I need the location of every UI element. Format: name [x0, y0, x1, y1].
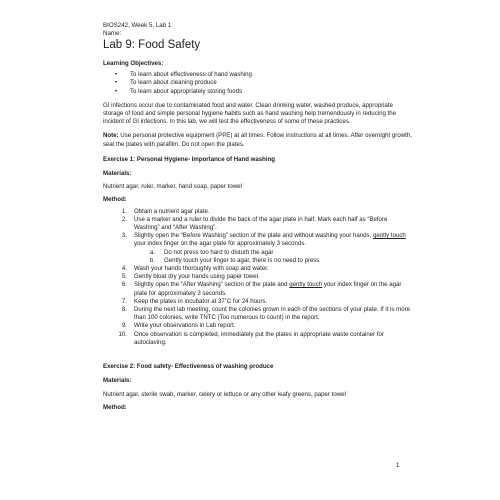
step-item: 4. Wash your hands thoroughly with soap and water. — [121, 265, 269, 273]
exercise2-materials: Nutrient agar, sterile swab, marker, celery or lettuce or any other leafy greens, paper towel — [103, 390, 346, 398]
step-item: 5. Gently bloat dry your hands using paper towel. — [121, 273, 260, 281]
exercise1-heading: Exercise 1: Personal Hygiene- Importance of Hand washing — [103, 155, 276, 163]
exercise1-materials-heading: Materials: — [103, 170, 132, 178]
note-label: Note: — [103, 132, 119, 140]
exercise2-method-heading: Method: — [103, 403, 127, 411]
exercise2-materials-heading: Materials: — [103, 377, 132, 385]
objective-item: • To learn about cleaning produce — [113, 79, 413, 87]
step-item: 8. During the next lab meeting, count the colonies grown in each of the sections of your plate. If it is more than 100 colonies, write TNTC (Too numerous to count) in the report. — [121, 306, 411, 322]
name-label: Name: — [103, 30, 122, 37]
exercise2-heading: Exercise 2: Food safety- Effectiveness of washing produce — [103, 363, 274, 371]
step-item: 10. Once observation is completed, immediately put the plates in appropriate waste container for autoclaving. — [118, 330, 384, 346]
learning-objectives-list — [103, 71, 413, 96]
page-title: Lab 9: Food Safety — [103, 39, 201, 51]
exercise1-steps — [103, 208, 413, 347]
step-item: 3. Slightly open the “Before Washing” section of the plate and without washing your hands, gently touch your index finger on the agar plate for approximately 3 seconds. a. Do not press too hard to disturb the agar b. Gently touch your finger to agar, there is no need to press — [113, 232, 413, 265]
document-header — [103, 22, 171, 38]
substep-item: b. Gently touch your finger to agar, there is no need to press — [150, 256, 320, 264]
learning-objectives-heading: Learning Objectives: — [103, 60, 164, 67]
intro-paragraph: GI infections occur due to contaminated food and water. Clean drinking water, washed produce, appropriate storage of food and simple personal hygiene habits such as hand washing help tremendously in reducing the incident of GI infections. In this lab, we will test the effectiveness of some of these practices. — [103, 101, 397, 126]
step-item: 2. Use a marker and a ruler to divide the back of the agar plate in half. Mark each half as “Before Washing” and “After Washing”. — [121, 215, 388, 232]
substep-item: a. Do not press too hard to disturb the agar — [150, 248, 274, 256]
step-item: 7. Keep the plates in incubator at 37˚C for 24 hours. — [121, 297, 268, 305]
page-number: 1 — [396, 462, 400, 469]
exercise1-method-heading: Method: — [103, 196, 127, 204]
note-text: Use personal protective equipment (PPE) at all times. Follow instructions at all times. After overnight growth, seal the plates with parafilm. Do not open the plates. — [103, 132, 412, 148]
course-line: BIOS242, Week 5, Lab 1 — [103, 22, 172, 29]
document-body — [103, 60, 413, 412]
step-item: 1. Obtain a nutrient agar plate. — [121, 207, 210, 215]
note-paragraph — [103, 132, 413, 148]
exercise1-materials: Nutrient agar, ruler, marker, hand soap, paper towel — [103, 183, 242, 191]
step-item: 6. Slightly open the “After Washing” section of the plate and gently touch your index finger on the agar plate for approximately 3 seconds. — [121, 281, 402, 297]
objective-item: • To learn about appropriately storing foods — [113, 88, 413, 96]
objective-item: • To learn about effectiveness of hand washing — [113, 71, 413, 79]
step-item: 9. Write your observations in Lab report. — [121, 322, 236, 330]
step-3-substeps — [134, 249, 413, 265]
